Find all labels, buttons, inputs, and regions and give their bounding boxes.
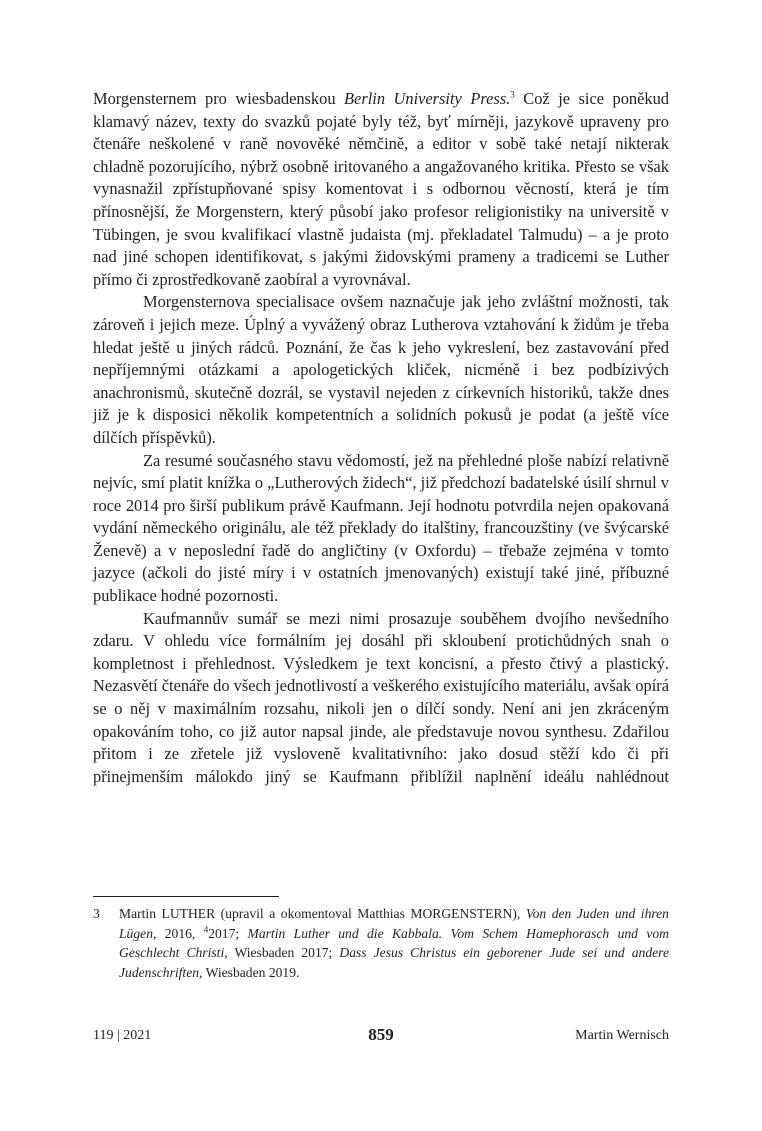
footnote-reference[interactable]: 3	[510, 89, 515, 100]
paragraph-text: Což je sice poněkud klamavý název, texty do svazků pojaté byly též, byť mírněji, jazykově upraveny pro čtenáře neškolené v raně novověké němčině, a editor v sobě také netají nikterak chladně pozorujícího, nýbrž osobně iritovaného a angažovaného kritika. Přesto se však vynasnažil zpřístupňované spisy komentovat i s odbornou věcností, která je tím přínosnější, že Morgenstern, který působí jako profesor religionistiky na universitě v Tübingen, je svou kvalifikací vlastně judaista (mj. překladatel Talmudu) – a je proto nad jiné schopen identifikovat, s jakými židovskými prameny a tradicemi se Luther přímo či zprostředkovaně zaobíral a vyrovnával.	[93, 89, 669, 289]
footnote	[93, 904, 669, 982]
page-footer	[93, 1025, 669, 1049]
issue-label: 119 | 2021	[93, 1028, 152, 1043]
main-text	[93, 88, 669, 788]
paragraph: Kaufmannův sumář se mezi nimi prosazuje souběhem dvojího nevšedního zdaru. V ohledu více formálním jej dosáhl při skloubení protichůdných snah o kompletnost i přehlednost. Výsledkem je text koncisní, a přesto čtivý a plastický. Nezasvětí čtenáře do všech jednotlivostí a veškerého existujícího materiálu, avšak opírá se o něj v maximálním rozsahu, nikoli jen o dílčí sondy. Není ani jen zkráceným opakováním toho, co již autor napsal jinde, ale představuje novou synthesu. Zdařilou přitom i ze zřetele již vysloveně kvalitativního: jako dosud stěží kdo či při přinejmenším málokdo jiný se Kaufmann přiblížil naplnění ideálu nahlédnout	[93, 608, 669, 786]
footnote-number: 3	[93, 906, 100, 921]
title-italic: Berlin University Press.	[344, 89, 511, 108]
author-name: Martin Wernisch	[575, 1028, 669, 1043]
paragraph: Morgensternova specialisace ovšem naznačuje jak jeho zvláštní možnosti, tak zároveň i jejich meze. Úplný a vyvážený obraz Lutherova vztahování k židům je třeba hledat ještě u jiných rádců. Poznání, že čas k jeho vykreslení, bez zastavování před nepříjemnými otázkami a apologetických kliček, nicméně i bez podbízivých anachronismů, skutečně dozrál, se vystavil nejeden z církevních historiků, takže dnes již je k disposici několik kompetentních a solidních pokusů je podat (a ještě více dílčích příspěvků).	[93, 292, 669, 447]
page-number: 859	[368, 1025, 394, 1044]
footnote-text: Martin LUTHER (upravil a okomentoval Matthias MORGENSTERN), Von den Juden und ihren Lügen, 2016, $^4$2017; Martin Luther und die Kabbala. Vom Schem Hamephorasch und vom Geschlecht Christi, Wiesbaden 2017; Dass Jesus Christus ein geborener Jude sei und andere Judenschriften, Wiesbaden 2019.	[119, 906, 669, 980]
paragraph-text: Morgensternem pro wiesbadenskou	[93, 89, 345, 108]
paragraph	[93, 88, 669, 291]
footnote-divider	[93, 896, 279, 897]
paragraph: Za resumé současného stavu vědomostí, jež na přehledné ploše nabízí relativně nejvíc, smí platit knížka o „Lutherových židech“, již předchozí badatelské úsilí shrnul v roce 2014 pro širší publikum právě Kaufmann. Její hodnotu potvrdila nejen opakovaná vydání německého originálu, ale též překlady do italštiny, francouzštiny (ve švýcarské Ženevě) a v neposlední řadě do angličtiny (v Oxfordu) – třebaže zejména v tomto jazyce (ačkoli do jisté míry i v ostatních jmenovaných) existují také jiné, příbuzné publikace hodné pozornosti.	[93, 450, 669, 606]
